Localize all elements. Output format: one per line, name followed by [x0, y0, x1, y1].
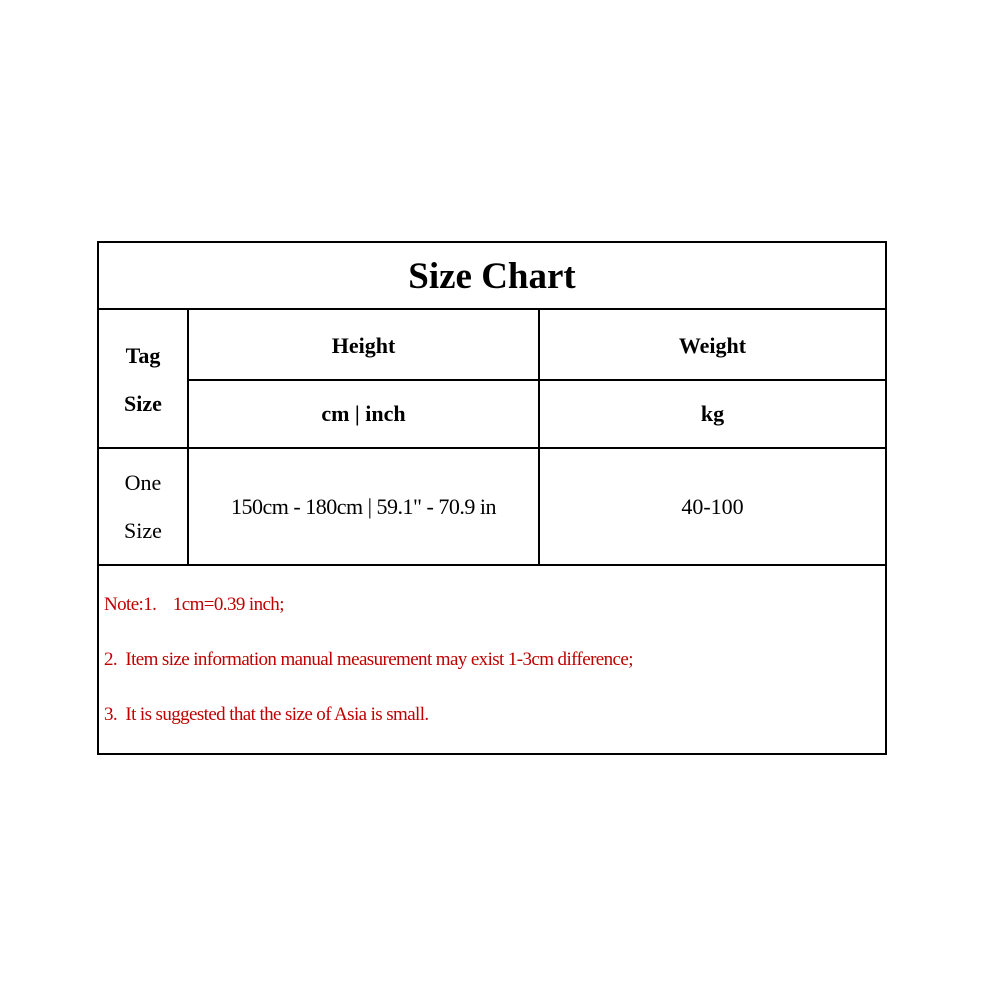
tag-size-header-line1: Tag: [125, 342, 161, 368]
note-line-3: 3. It is suggested that the size of Asia is small.: [104, 704, 429, 725]
weight-unit-header: kg: [700, 401, 725, 426]
tag-size-header-line2: Size: [124, 390, 162, 416]
tag-size-value-line1: One: [124, 469, 162, 495]
tag-size-header: [99, 312, 187, 447]
tag-size-value-line2: Size: [124, 517, 162, 543]
note-line-1: Note:1. 1cm=0.39 inch;: [104, 594, 284, 615]
size-chart-table: [97, 241, 887, 755]
table-row-weight: 40-100: [681, 493, 744, 519]
table-row-height: 150cm - 180cm | 59.1" - 70.9 in: [231, 493, 496, 519]
chart-title: Size Chart: [99, 243, 885, 310]
height-unit-header: cm | inch: [321, 401, 406, 426]
height-header: Height: [331, 332, 396, 358]
table-row-tag-size: [99, 449, 187, 564]
note-line-2: 2. Item size information manual measurement may exist 1-3cm difference;: [104, 649, 633, 670]
notes-section: [99, 565, 885, 753]
weight-header: Weight: [678, 332, 747, 358]
